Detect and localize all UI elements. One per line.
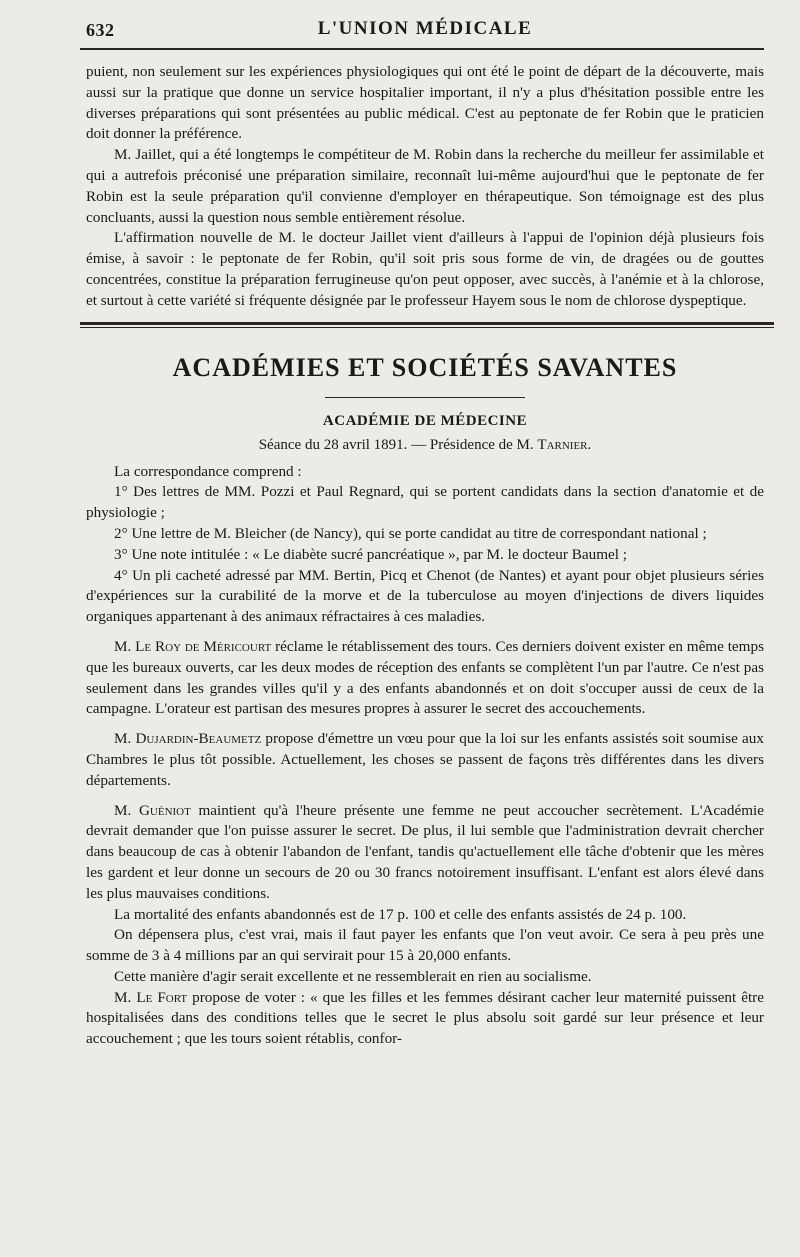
- speaker-name: Dujardin-Beaumetz: [135, 730, 262, 748]
- president-name: Tarnier: [537, 436, 588, 453]
- intro-paragraph-2: M. Jaillet, qui a été longtemps le compétiteur de M. Robin dans la recherche du meilleur fer assimilable et qui a autrefois préconisé une préparation similaire, reconnaît lui-même aujourd'hui que le peptonate de fer Robin est la seule préparation qu'il convienne d'employer en thérapeutique. Son témoignage est des plus concluants, aussi la question nous semble entièrement résolue.: [86, 146, 764, 226]
- session-text: Séance du 28 avril 1891. — Présidence de M.: [258, 436, 538, 453]
- section-title: ACADÉMIES ET SOCIÉTÉS SAVANTES: [172, 352, 678, 382]
- academy-report: [86, 462, 764, 1051]
- correspondance-item-1: 1° Des lettres de MM. Pozzi et Paul Regnard, qui se portent candidats dans la section d'anatomie et de physiologie ;: [86, 483, 764, 522]
- debate-paragraph-6: Cette manière d'agir serait excellente et ne ressemblerait en rien au socialisme.: [114, 967, 592, 985]
- speaker-prefix: M.: [114, 801, 139, 819]
- intro-paragraph-3: L'affirmation nouvelle de M. le docteur Jaillet vient d'ailleurs à l'appui de l'opinion déjà plusieurs fois émise, à savoir : le peptonate de fer Robin, qu'il soit pris sous forme de vin, de dragées ou de gouttes concentrées, constitue la préparation ferrugineuse qu'on peut opposer, avec succès, à l'anémie et à la chlorose, et surtout à cette variété si fréquente désignée par le professeur Hayem sous le nom de chlorose dyspeptique.: [86, 229, 764, 309]
- session-line: [86, 437, 764, 454]
- intro-text: [86, 62, 764, 312]
- debate-paragraph-1: [86, 637, 764, 720]
- debate-paragraph-4: La mortalité des enfants abandonnés est de 17 p. 100 et celle des enfants assistés de 24 p. 100.: [114, 905, 687, 923]
- header-rule: [80, 48, 764, 50]
- section-divider: [80, 322, 774, 328]
- speaker-prefix: M.: [114, 988, 137, 1006]
- session-end: .: [587, 436, 592, 453]
- correspondance-item-3: 3° Une note intitulée : « Le diabète sucré pancréatique », par M. le docteur Baumel ;: [114, 545, 627, 563]
- debate-paragraph-7: [86, 988, 764, 1050]
- intro-paragraph-1: puient, non seulement sur les expériences physiologiques qui ont été le point de départ de la découverte, mais aussi sur la pratique que donne un service hospitalier important, il n'y a plus d'hésitation possible entre les diverses préparations qui sont présentées au public médical. C'est au peptonate de fer Robin que le praticien doit donner la préférence.: [86, 63, 764, 143]
- correspondance-item-2: 2° Une lettre de M. Bleicher (de Nancy), qui se porte candidat au titre de correspondant national ;: [114, 524, 707, 542]
- speaker-text: réclame le rétablissement des tours. Ces derniers doivent exister en même temps que les bureaux ouverts, car les deux modes de réception des enfants se complètent l'un par l'autre. Ce n'est pas seulement dans les grandes villes qu'il y a des enfants abandonnés et on doit s'occuper aussi de ceux de la campagne. L'orateur est partisan des mesures propres à assurer le secret des accouchements.: [86, 637, 764, 718]
- running-header: [86, 12, 764, 42]
- debate-paragraph-2: [86, 729, 764, 791]
- speaker-text: propose de voter : « que les filles et les femmes désirant cacher leur maternité puissent être hospitalisées dans des conditions telles que le secret le plus absolu soit gardé sur leur présence et leur accouchement ; que les tours soient rétablis, confor-: [86, 988, 764, 1048]
- debate-paragraph-5: On dépensera plus, c'est vrai, mais il faut payer les enfants que l'on veut avoir. Ce sera à peu près une somme de 3 à 4 millions par an qui servirait pour 15 à 20,000 enfants.: [86, 926, 764, 965]
- speaker-prefix: M.: [114, 730, 136, 748]
- speaker-text: propose d'émettre un vœu pour que la loi sur les enfants assistés soit soumise aux Chambres le plus tôt possible. Actuellement, les choses se passent de façons très différentes dans les divers départements.: [86, 730, 764, 789]
- speaker-text: maintient qu'à l'heure présente une femme ne peut accoucher secrètement. L'Académie devrait demander que l'on puisse assurer le secret. De plus, il lui semble que l'administration devrait chercher dans beaucoup de cas à obtenir l'abandon de l'enfant, tandis qu'actuellement elle tâche d'obtenir que les mères les gardent et leur donne un secours de 20 ou 30 francs notoirement insuffisant. L'enfant est alors élevé dans les plus mauvaises conditions.: [86, 801, 764, 902]
- debate-paragraph-3: [86, 801, 764, 905]
- correspondance-item-4: 4° Un pli cacheté adressé par MM. Bertin, Picq et Chenot (de Nantes) et ayant pour objet plusieurs séries d'expériences sur la curabilité de la morve et de la tuberculose au moyen d'injections de divers liquides organiques appartenant à des animaux réfractaires à ces maladies.: [86, 566, 764, 626]
- speaker-name: Le Roy de Méricourt: [135, 637, 272, 655]
- correspondance-intro: La correspondance comprend :: [114, 462, 302, 480]
- page-number: 632: [86, 20, 115, 40]
- speaker-name: Le Fort: [136, 988, 188, 1006]
- speaker-prefix: M.: [114, 637, 136, 655]
- academy-subtitle: ACADÉMIE DE MÉDECINE: [322, 412, 528, 429]
- speaker-name: Guéniot: [138, 801, 191, 819]
- journal-title: L'UNION MÉDICALE: [317, 18, 533, 39]
- title-rule: [325, 397, 525, 398]
